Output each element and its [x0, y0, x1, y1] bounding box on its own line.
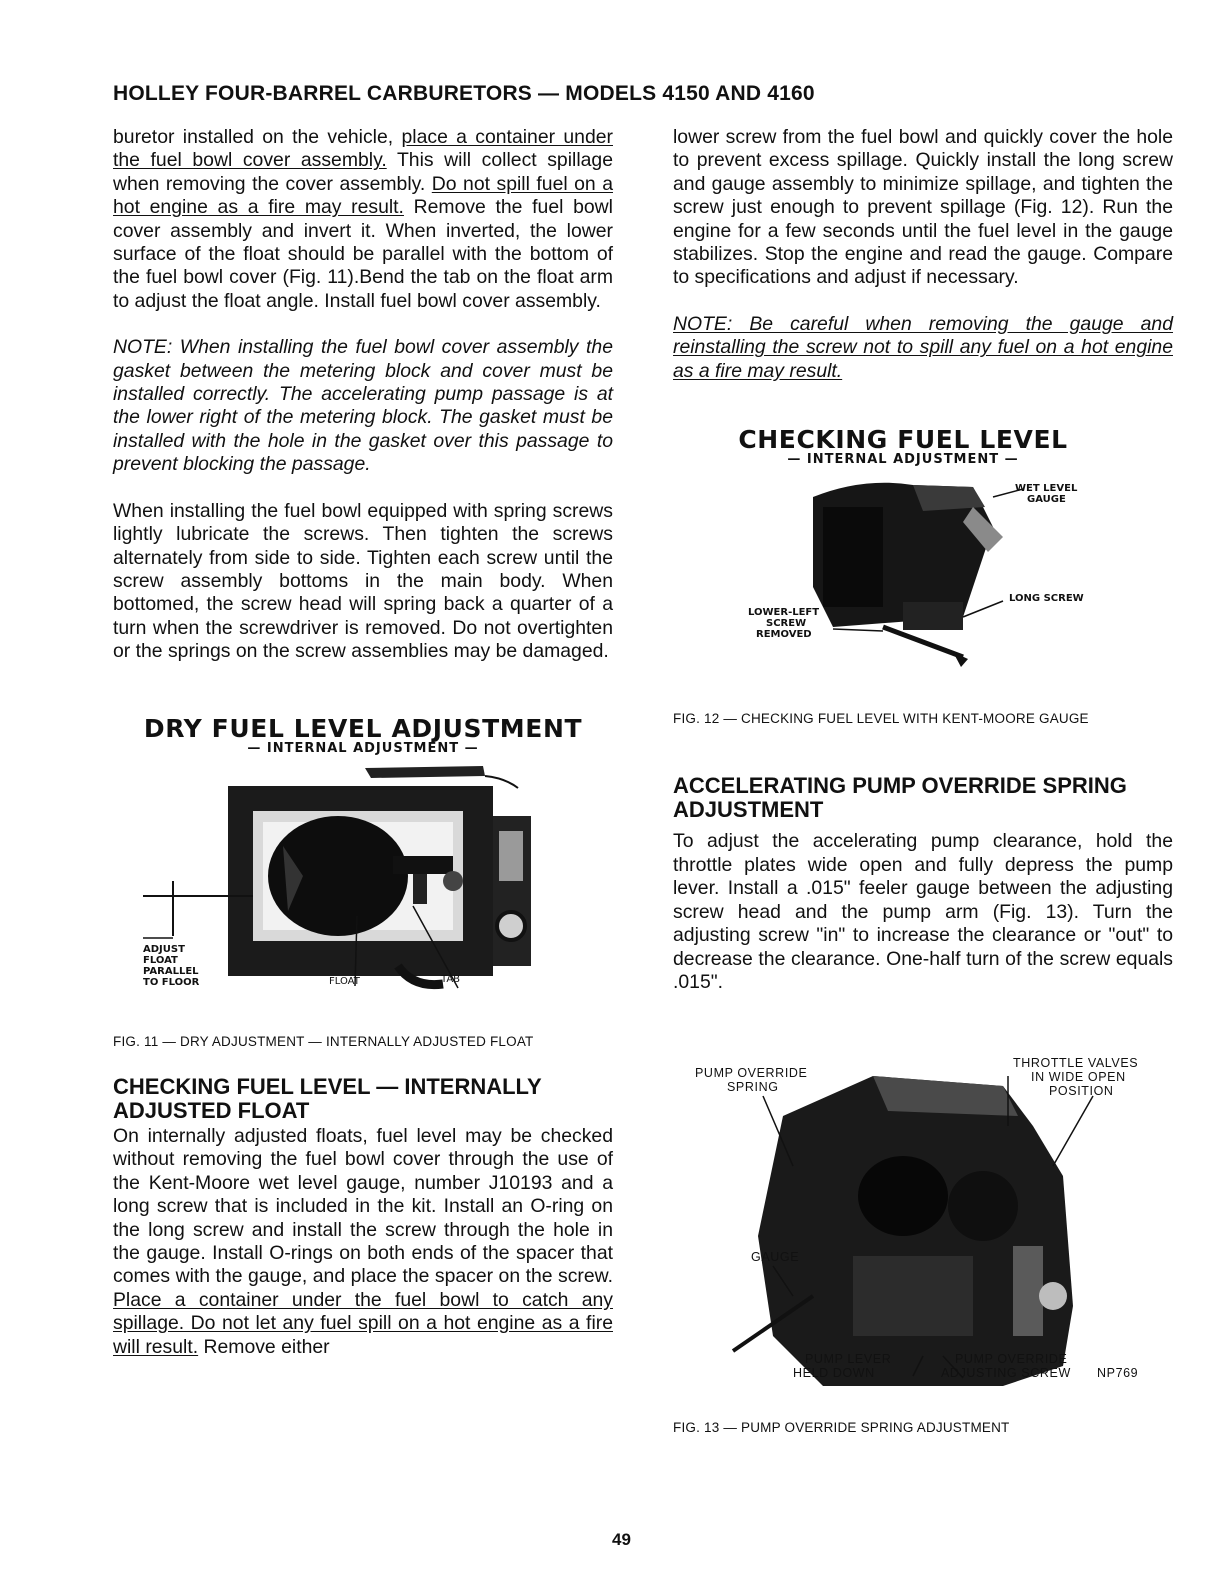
- wet-level-gauge-label: WET LEVEL GAUGE: [1015, 483, 1078, 506]
- right-column: [673, 126, 1173, 1440]
- fig12-photo: [673, 467, 1173, 687]
- fig12-title: CHECKING FUEL LEVEL: [738, 425, 1068, 455]
- fig12-subtitle: — INTERNAL ADJUSTMENT —: [787, 452, 1019, 468]
- adjusting-screw-label: PUMP OVERRIDE ADJUSTING SCREW: [941, 1352, 1071, 1381]
- fig13-caption: FIG. 13 — PUMP OVERRIDE SPRING ADJUSTMENT: [673, 1420, 1010, 1436]
- fig11-photo: [113, 756, 613, 1014]
- tab-label: TAB: [441, 973, 461, 985]
- spring-screws-paragraph: When installing the fuel bowl equipped with spring screws lightly lubricate the screws. Then tighten the screws alternately from side to side. Tighten each screw until the screw assembly bottoms in the main body. When bottomed, the screw head will spring back a quarter of a turn when the screwdriver is removed. Do not overtighten or the springs on the screw assemblies may be damaged.: [113, 499, 613, 663]
- lower-left-screw-label: LOWER-LEFT SCREW REMOVED: [748, 607, 820, 641]
- gauge-removal-note: NOTE: Be careful when removing the gauge and reinstalling the screw not to spill any fuel on a hot engine as a fire may result.: [673, 312, 1173, 382]
- pump-clearance-paragraph: To adjust the accelerating pump clearance, hold the throttle plates wide open and fully depress the pump lever. Install a .015" feeler gauge between the adjusting screw head and the pump arm (Fig. 13). Turn the adjusting screw "in" to increase the clearance or "out" to decrease the clearance. One-half turn of the screw equals .015".: [673, 830, 1173, 993]
- fig12-caption: FIG. 12 — CHECKING FUEL LEVEL WITH KENT-MOORE GAUGE: [673, 711, 1089, 727]
- fig11-title-block: [113, 713, 613, 756]
- left-column: [113, 126, 613, 1359]
- float-label: FLOAT: [329, 975, 360, 987]
- long-screw-label: LONG SCREW: [1009, 593, 1084, 605]
- fig11-caption: FIG. 11 — DRY ADJUSTMENT — INTERNALLY ADJUSTED FLOAT: [113, 1033, 534, 1049]
- lower-screw-paragraph: lower screw from the fuel bowl and quickly cover the hole to prevent excess spillage. Quickly install the long screw and gauge assembly to minimize spillage, and tighten the screw just enough to prevent spillage (Fig. 12). Run the engine for a few seconds until the fuel level in the gauge stabilizes. Stop the engine and read the gauge. Compare to specifications and adjust if necessary.: [673, 126, 1173, 289]
- fig11-subtitle: — INTERNAL ADJUSTMENT —: [247, 740, 479, 756]
- intro-paragraph: buretor installed on the vehicle, place a container under the fuel bowl cover assembly. This will collect spillage when removing the cover assembly. Do not spill fuel on a hot engine as a fire may result. Remove the fuel bowl cover assembly and invert it. When inverted, the lower surface of the float should be parallel with the bottom of the fuel bowl cover (Fig. 11).Bend the tab on the float arm to adjust the float angle. Install fuel bowl cover assembly.: [113, 126, 613, 312]
- fig13-photo: [673, 1056, 1173, 1416]
- fire-warning: Do not spill fuel on a hot engine as a fire may result.: [113, 172, 613, 219]
- internally-adjusted-paragraph: On internally adjusted floats, fuel level may be checked without removing the fuel bowl cover through the use of the Kent-Moore wet level gauge, number J10193 and a long screw that is included in the kit. Install an O-ring on the long screw and install the screw through the hole in the gauge. Install O-rings on both ends of the spacer that comes with the gauge, and place the spacer on the screw. Place a container under the fuel bowl to catch any spillage. Do not let any fuel spill on a hot engine as a fire will result. Remove either: [113, 1124, 613, 1358]
- fig11-title: DRY FUEL LEVEL ADJUSTMENT: [143, 713, 583, 743]
- page-number: 49: [612, 1530, 631, 1549]
- pump-override-spring-label: PUMP OVERRIDE SPRING: [695, 1066, 808, 1095]
- adjust-float-label: ADJUST FLOAT PARALLEL TO FLOOR: [143, 943, 200, 988]
- page-header: HOLLEY FOUR-BARREL CARBURETORS — MODELS 4150 AND 4160: [113, 82, 815, 105]
- fig12-title-block: [633, 427, 1173, 467]
- spill-warning: Place a container under the fuel bowl to catch any spillage. Do not let any fuel spill on a hot engine as a fire will result.: [113, 1288, 613, 1358]
- pump-lever-label: PUMP LEVER HELD DOWN: [793, 1352, 892, 1381]
- throttle-valves-label: THROTTLE VALVES IN WIDE OPEN POSITION: [1013, 1056, 1139, 1099]
- figure-code-label: NP769: [1097, 1366, 1139, 1381]
- accelerating-pump-heading: ACCELERATING PUMP OVERRIDE SPRING ADJUSTMENT: [673, 773, 1127, 823]
- checking-fuel-level-heading: CHECKING FUEL LEVEL — INTERNALLY ADJUSTED FLOAT: [113, 1073, 542, 1123]
- container-warning: place a container under the fuel bowl cover assembly.: [113, 126, 613, 172]
- gauge-label: GAUGE: [751, 1250, 800, 1265]
- carburetor-illustration: [673, 1056, 1173, 1416]
- gauge-installation-illustration: [673, 467, 1173, 687]
- gasket-note: NOTE: When installing the fuel bowl cover assembly the gasket between the metering block and cover must be installed correctly. The accelerating pump passage is at the lower right of the metering block. The gasket must be installed with the hole in the gasket over this passage to prevent blocking the passage.: [113, 336, 613, 476]
